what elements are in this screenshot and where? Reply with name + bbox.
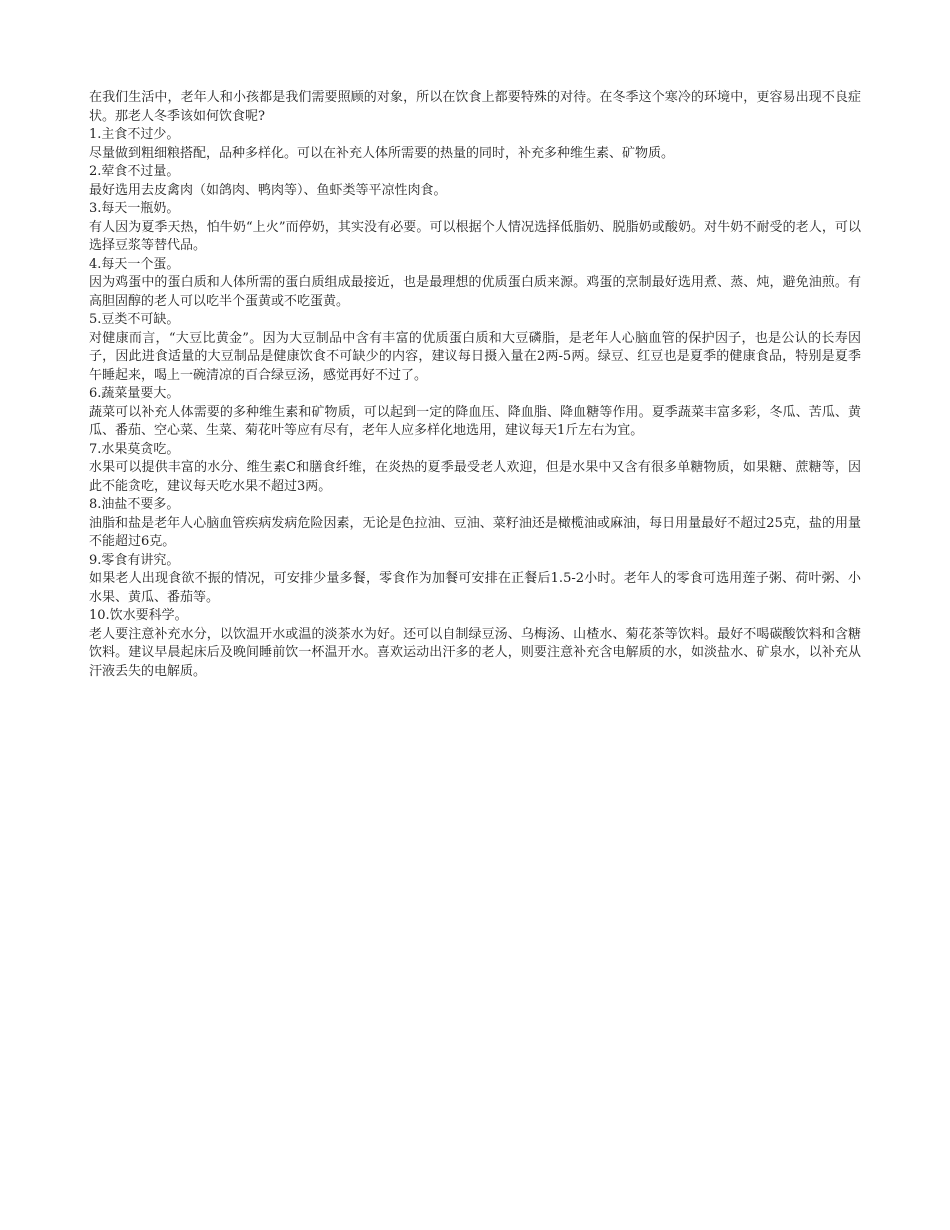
section-heading: 1.主食不过少。: [89, 127, 180, 142]
section-3: [89, 200, 861, 256]
section-heading: 7.水果莫贪吃。: [89, 441, 180, 457]
section-4: [89, 256, 861, 312]
document-body: [89, 89, 861, 681]
section-body: 老人要注意补充水分，以饮温开水或温的淡茶水为好。还可以自制绿豆汤、乌梅汤、山楂水、菊花茶等饮料。最好不喝碳酸饮料和含糖饮料。建议早晨起床后及晚间睡前饮一杯温开水。喜欢运动出汗多的老人，则要注意补充含电解质的水，如淡盐水、矿泉水，以补充从汗液丢失的电解质。: [89, 626, 861, 679]
intro-paragraph: 在我们生活中，老年人和小孩都是我们需要照顾的对象，所以在饮食上都要特殊的对待。在冬季这个寒冷的环境中，更容易出现不良症状。那老人冬季该如何饮食呢?: [89, 90, 861, 124]
section-heading: 8.油盐不要多。: [89, 497, 180, 512]
section-heading: 4.每天一个蛋。: [89, 256, 180, 272]
section-9: [89, 552, 861, 608]
section-1: [89, 126, 861, 163]
section-7: [89, 441, 861, 497]
section-2: [89, 163, 861, 200]
section-body: 因为鸡蛋中的蛋白质和人体所需的蛋白质组成最接近，也是最理想的优质蛋白质来源。鸡蛋的烹制最好选用煮、蒸、炖，避免油煎。有高胆固醇的老人可以吃半个蛋黄或不吃蛋黄。: [89, 275, 861, 309]
section-6: [89, 385, 861, 441]
section-10: [89, 607, 861, 681]
section-body: 有人因为夏季天热，怕牛奶“上火”而停奶，其实没有必要。可以根据个人情况选择低脂奶、脱脂奶或酸奶。对牛奶不耐受的老人，可以选择豆浆等替代品。: [89, 219, 861, 253]
section-body: 水果可以提供丰富的水分、维生素C和膳食纤维，在炎热的夏季最受老人欢迎，但是水果中又含有很多单糖物质，如果糖、蔗糖等，因此不能贪吃，建议每天吃水果不超过3两。: [89, 460, 861, 494]
section-body: 最好选用去皮禽肉（如鸽肉、鸭肉等）、鱼虾类等平凉性肉食。: [89, 182, 447, 198]
section-body: 蔬菜可以补充人体需要的多种维生素和矿物质，可以起到一定的降血压、降血脂、降血糖等作用。夏季蔬菜丰富多彩，冬瓜、苦瓜、黄瓜、番茄、空心菜、生菜、菊花叶等应有尽有，老年人应多样化地选用，建议每天1斤左右为宜。: [89, 404, 861, 438]
section-body: 尽量做到粗细粮搭配，品种多样化。可以在补充人体所需要的热量的同时，补充多种维生素、矿物质。: [89, 145, 675, 161]
section-heading: 2.荤食不过量。: [89, 164, 180, 179]
section-5: [89, 311, 861, 385]
section-body: 对健康而言，“大豆比黄金”。因为大豆制品中含有丰富的优质蛋白质和大豆磷脂，是老年人心脑血管的保护因子，也是公认的长寿因子，因此进食适量的大豆制品是健康饮食不可缺少的内容，建议每日摄入量在2两-5两。绿豆、红豆也是夏季的健康食品，特别是夏季午睡起来，喝上一碗清凉的百合绿豆汤，感觉再好不过了。: [89, 330, 861, 383]
section-heading: 9.零食有讲究。: [89, 552, 180, 568]
section-body: 油脂和盐是老年人心脑血管疾病发病危险因素，无论是色拉油、豆油、菜籽油还是橄榄油或麻油，每日用量最好不超过25克，盐的用量不能超过6克。: [89, 515, 861, 549]
section-heading: 5.豆类不可缺。: [89, 312, 180, 327]
section-8: [89, 496, 861, 552]
section-heading: 3.每天一瓶奶。: [89, 201, 180, 216]
section-heading: 10.饮水要科学。: [89, 608, 188, 623]
section-heading: 6.蔬菜量要大。: [89, 386, 180, 401]
section-body: 如果老人出现食欲不振的情况，可安排少量多餐，零食作为加餐可安排在正餐后1.5-2小时。老年人的零食可选用莲子粥、荷叶粥、小水果、黄瓜、番茄等。: [89, 571, 861, 605]
